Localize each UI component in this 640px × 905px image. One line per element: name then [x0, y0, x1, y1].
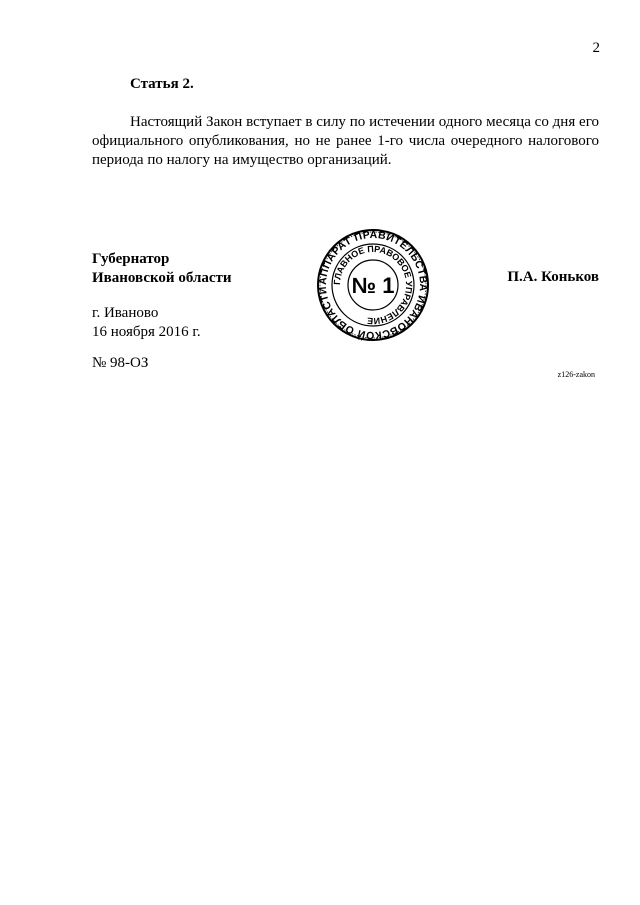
article-heading: Статья 2.: [130, 76, 194, 92]
seal-outer-text: АППАРАТ ПРАВИТЕЛЬСТВА ИВАНОВСКОЙ ОБЛАСТИ: [316, 228, 430, 342]
date: 16 ноября 2016 г.: [92, 324, 201, 340]
signer-name: П.А. Коньков: [507, 269, 599, 285]
file-code: z126-zakon: [557, 370, 595, 379]
law-number: № 98-ОЗ: [92, 355, 149, 371]
city: г. Иваново: [92, 305, 159, 321]
article-text: Настоящий Закон вступает в силу по истечении одного месяца со дня его официального опубликования, но не ранее 1-го числа очередного налогового периода по налогу на имущество организаций.: [92, 114, 599, 168]
seal-center-text: № 1: [351, 273, 395, 298]
signer-title-line-1: Губернатор: [92, 251, 170, 267]
place-date: [92, 304, 201, 342]
page-number: 2: [592, 40, 600, 56]
official-seal: [316, 228, 430, 342]
seal-inner-text: ГЛАВНОЕ ПРАВОВОЕ УПРАВЛЕНИЕ: [331, 243, 415, 327]
signer-title: [92, 250, 232, 288]
signer-title-line-2: Ивановской области: [92, 270, 232, 286]
